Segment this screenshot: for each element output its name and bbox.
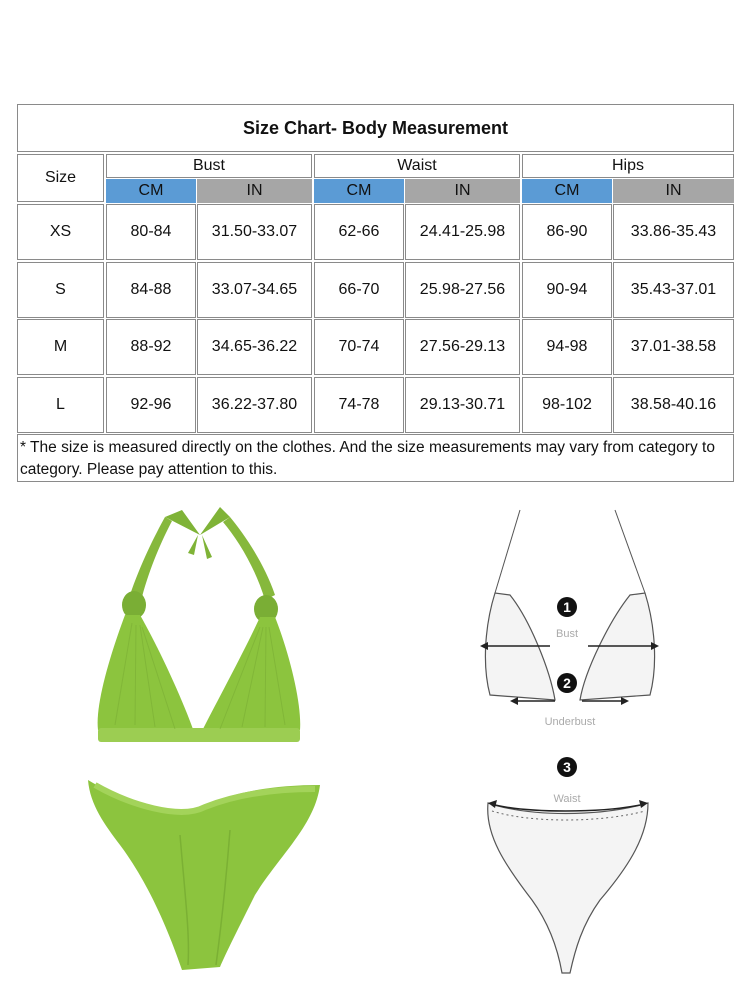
bust-in-header: IN [197, 179, 312, 203]
underbust-label: Underbust [544, 716, 596, 728]
waist-label: Waist [553, 793, 581, 805]
table-cell-hips-in: 37.01-38.58 [630, 338, 717, 355]
bust-arrow-left [480, 642, 488, 650]
table-cell-bust-cm: 80-84 [130, 223, 172, 240]
table-cell-size: L [56, 396, 65, 413]
table-cell-waist-cm: 70-74 [338, 338, 380, 355]
bust-cm-header: CM [106, 179, 196, 203]
table-cell-hips-cm: 90-94 [546, 281, 588, 298]
diagram-left-strap [495, 510, 520, 593]
bikini-product-image [70, 505, 340, 975]
neck-bow [165, 507, 230, 535]
bust-header: Bust [192, 157, 225, 174]
waist-in-header: IN [405, 179, 520, 203]
left-cup [98, 615, 195, 735]
left-knot [122, 591, 146, 619]
table-cell-bust-in: 33.07-34.65 [211, 281, 298, 298]
table-cell-waist-in: 29.13-30.71 [419, 396, 506, 413]
table-cell-bust-in: 34.65-36.22 [211, 338, 298, 355]
top-band [98, 728, 300, 742]
left-strap [130, 517, 172, 597]
chart-title: Size Chart- Body Measurement [242, 117, 509, 138]
marker-3-label: 3 [563, 759, 571, 775]
hips-cm-header: CM [522, 179, 612, 203]
table-cell-hips-cm: 86-90 [546, 223, 588, 240]
table-cell-bust-in: 31.50-33.07 [211, 223, 298, 240]
diagram-right-strap [615, 510, 645, 593]
table-cell-waist-cm: 62-66 [338, 223, 380, 240]
table-cell-bust-cm: 84-88 [130, 281, 172, 298]
table-cell-size: S [55, 281, 66, 298]
table-cell-waist-in: 24.41-25.98 [419, 223, 506, 240]
hips-header: Hips [611, 157, 644, 174]
measurement-diagram [470, 505, 670, 980]
table-cell-bust-cm: 88-92 [130, 338, 172, 355]
table-cell-hips-in: 38.58-40.16 [630, 396, 717, 413]
table-cell-hips-in: 33.86-35.43 [630, 223, 717, 240]
table-cell-waist-cm: 66-70 [338, 281, 380, 298]
underbust-arrow-right [621, 697, 629, 705]
table-cell-waist-in: 25.98-27.56 [419, 281, 506, 298]
table-cell-hips-cm: 94-98 [546, 338, 588, 355]
size-note: * The size is measured directly on the clothes. And the size measurements may vary from category to category. Please pay attention to this. [20, 439, 715, 478]
table-cell-waist-in: 27.56-29.13 [419, 338, 506, 355]
table-cell-size: M [53, 338, 68, 355]
size-header: Size [44, 169, 77, 186]
right-cup [200, 617, 300, 735]
size-chart-table [17, 104, 734, 482]
marker-1-label: 1 [563, 599, 571, 615]
bow-tails [188, 535, 212, 559]
bust-label: Bust [555, 628, 579, 640]
hips-in-header: IN [613, 179, 734, 203]
table-cell-bust-cm: 92-96 [130, 396, 172, 413]
waist-header: Waist [397, 157, 437, 174]
right-strap [223, 517, 275, 600]
waist-cm-header: CM [314, 179, 404, 203]
diagram-bottom [488, 803, 648, 973]
table-cell-size: XS [49, 223, 72, 240]
table-cell-waist-cm: 74-78 [338, 396, 380, 413]
table-cell-hips-cm: 98-102 [542, 396, 592, 413]
underbust-arrow-left [510, 697, 518, 705]
table-cell-bust-in: 36.22-37.80 [211, 396, 298, 413]
table-cell-hips-in: 35.43-37.01 [630, 281, 717, 298]
marker-2-label: 2 [563, 675, 571, 691]
